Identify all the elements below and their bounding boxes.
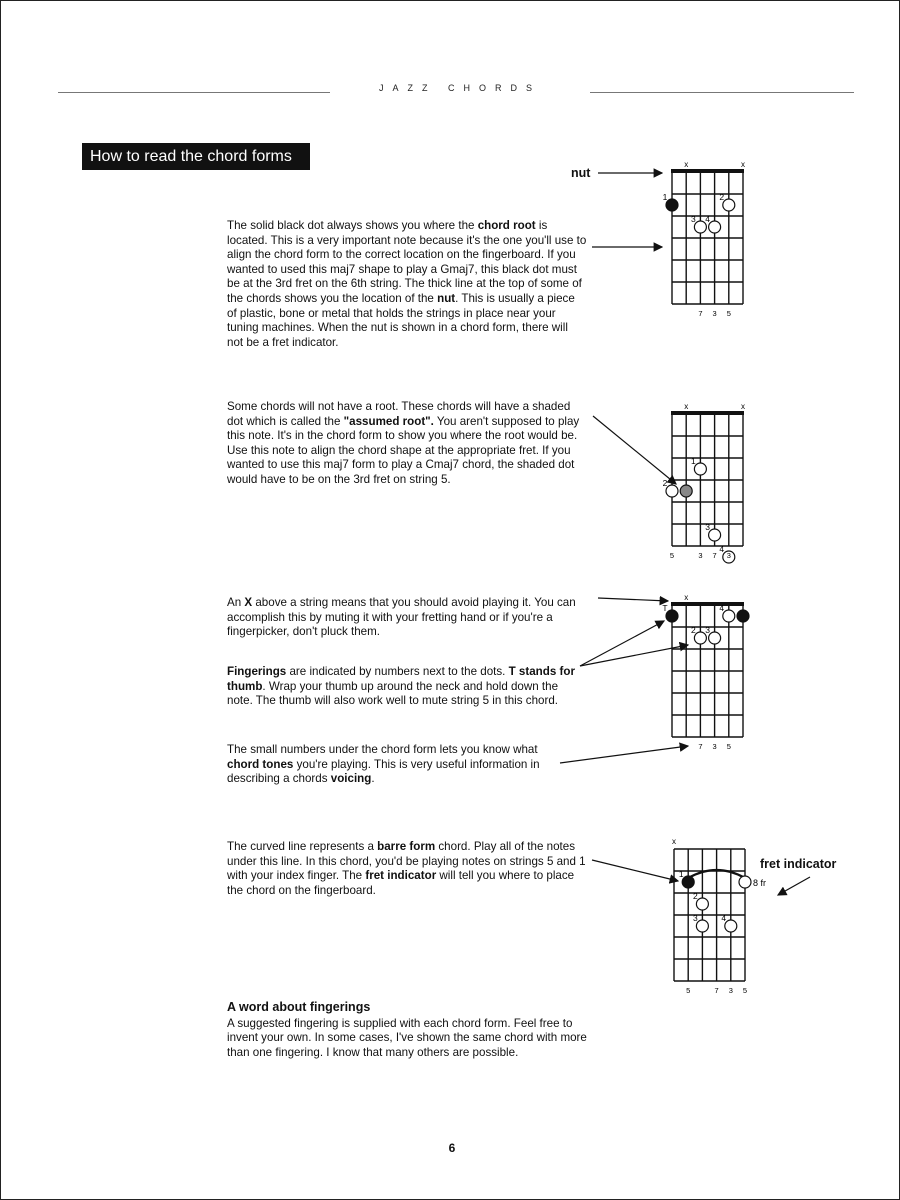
mute-arrow [598,598,668,601]
finger-number: 1 [678,869,684,879]
finger-number: 4 [719,544,725,554]
assumed-root-dot [680,485,692,497]
text: are indicated by numbers next to the dots. [286,665,509,678]
note-dot [709,632,721,644]
chord-tone-label: 3 [728,986,733,995]
finger-number: 3 [705,625,710,635]
note-dot [723,610,735,622]
note-dot [694,463,706,475]
chord-tone-label: 3 [712,742,717,751]
note-dot [696,898,708,910]
text: you're playing. This is very useful information in describing a chords [227,757,540,786]
chord-tone-label: 5 [726,742,731,751]
chord-tone-label: 7 [712,551,717,560]
finger-number: 1 [691,456,696,466]
note-dot [723,199,735,211]
muted-string-mark: x [672,837,676,846]
bold-text: chord tones [227,757,294,771]
finger-number: 2 [693,891,698,901]
bold-text: chord root [477,219,536,232]
text: An [227,596,245,609]
assumed-root-arrow [593,416,676,484]
bold-text: barre form [377,840,436,853]
fret-indicator-label: fret indicator [760,857,837,871]
finger-number: 4 [719,603,725,613]
root-dot [666,199,678,211]
bold-text: fret indicator [365,869,437,883]
root-dot [737,610,749,622]
running-header: JAZZ CHORDS [330,83,590,93]
note-dot [709,529,721,541]
bold-text: Fingerings [227,665,287,678]
chord-tone-label: 3 [712,309,717,318]
text: . [371,772,375,786]
chord-tone-label: 3 [726,551,731,560]
finger-number: T [662,603,668,613]
text: above a string means that you should avoid playing it. You can accomplish this by muting it with your fretting hand or if you're a fingerpicker, don't pluck them. [227,596,576,639]
muted-string-mark: x [741,402,745,411]
muted-string-mark: x [741,160,745,169]
root-dot [682,876,694,888]
text: is located. This is a very important note because it's the one you'll use to align the chord form to the correct location on the fingerboard. If you wanted to used this maj7 shape to play a Gmaj7, this black dot must be at the 3rd fret on the 6th string. The thick line at the top of some of the chords shows you the location of the [227,219,587,305]
finger-number: 3 [693,913,698,923]
nut-label: nut [571,166,591,180]
text: . Wrap your thumb up around the neck and hold down the note. The thumb will also work well to mute string 5 in this chord. [227,679,559,708]
finger-number: 1 [662,192,668,202]
finger-number: 2 [719,192,725,202]
nut-bar [671,602,744,606]
chord-tone-label: 5 [726,309,731,318]
nut-bar [671,169,744,173]
section-title: How to read the chord forms [82,143,310,170]
finger-number: 2 [662,478,668,488]
muted-string-mark: x [684,402,689,411]
note-dot [739,876,751,888]
page-number: 6 [448,1141,456,1155]
bold-text: voicing [330,772,372,786]
subheading: A word about fingerings [227,1000,371,1014]
root-dot [666,610,678,622]
text: Some chords will not have a root. These chords will have a shaded dot which is called the [227,400,571,428]
chord-tone-label: 5 [669,551,675,560]
bold-text: T stands for thumb [227,665,575,693]
note-dot [666,485,678,497]
text: The solid black dot always shows you where the [227,219,478,232]
text: will tell you where to place the chord on the fingerboard. [227,869,575,897]
text: The curved line represents a [227,840,378,853]
chord-diagram-1 [663,160,745,318]
note-dot [725,920,737,932]
thumb-arrow [580,621,664,666]
bold-text: "assumed root". [343,414,434,428]
finger-number: 4 [705,214,710,224]
chord-tone-label: 5 [742,986,748,995]
finger-number: 2 [691,625,696,635]
text: The small numbers under the chord form lets you know what [227,743,538,756]
muted-string-mark: x [684,160,689,169]
bold-text: nut [437,291,456,305]
note-dot [709,221,721,233]
text: . This is usually a piece of plastic, bone or metal that holds the strings in place near your tuning machines. When the nut is shown in a chord form, there will not be a fret indicator. [227,291,575,349]
nut-bar [671,411,744,415]
fret-indicator-arrow [778,877,810,895]
muted-string-mark: x [684,593,689,602]
chord-tone-label: 3 [698,551,703,560]
text: You aren't supposed to play this note. It's in the chord form to show you where the root would be. Use this note to align the chord shape at the appropriate fret. If you wanted to use this maj7 form to play a Cmaj7 chord, the shaded dot would have to be on the 3rd fret on string 5. [227,414,580,486]
finger-number: 3 [705,522,710,532]
chord-tone-label: 7 [698,742,703,751]
note-dot [696,920,708,932]
chord-diagram-4 [672,837,766,995]
chord-tone-label: 7 [698,309,703,318]
chord-tones-arrow [560,746,688,763]
finger-number: 4 [721,913,727,923]
bold-text: X [244,596,253,609]
chord-diagram-3 [662,593,749,751]
text: A suggested fingering is supplied with each chord form. Feel free to invent your own. In some cases, I've shown the same chord with more than one fingering. I know that many others are possible. [227,1016,587,1059]
fret-indicator-text: 8 fr [753,878,767,888]
chord-tone-label: 5 [686,986,691,995]
barre-arrow [592,860,678,881]
text: chord. Play all of the notes under this line. In this chord, you'd be playing notes on strings 5 and 1 with your index finger. The [227,840,586,883]
chord-tone-label: 7 [714,986,719,995]
finger-number: 3 [691,214,696,224]
